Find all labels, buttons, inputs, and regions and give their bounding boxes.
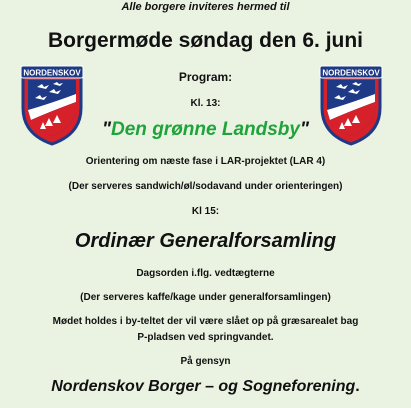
association-signature bbox=[0, 378, 411, 396]
crest-banner-text: NORDENSKOV bbox=[322, 68, 380, 78]
association-period: . bbox=[355, 378, 360, 395]
program-label: Program: bbox=[178, 70, 233, 84]
nordenskov-crest-left bbox=[19, 60, 85, 146]
first-time-label: Kl. 13: bbox=[190, 98, 221, 109]
open-quote: " bbox=[102, 119, 112, 140]
second-time-label: Kl 15: bbox=[191, 206, 220, 217]
agenda-text: Dagsorden i.flg. vedtægterne bbox=[136, 268, 275, 279]
goodbye-text: På gensyn bbox=[180, 356, 231, 367]
refreshment-note-2: (Der serveres kaffe/kage under generalforsamlingen) bbox=[80, 292, 331, 303]
venue-line-2: P-pladsen ved springvandet. bbox=[137, 332, 274, 343]
orientation-text: Orientering om næste fase i LAR-projektet (LAR 4) bbox=[85, 156, 326, 167]
close-quote: " bbox=[299, 119, 309, 140]
crest-banner-text: NORDENSKOV bbox=[23, 68, 81, 78]
invite-line: Alle borgere inviteres hermed til bbox=[121, 1, 290, 13]
project-name-text: Den grønne Landsby bbox=[111, 119, 300, 140]
refreshment-note-1: (Der serveres sandwich/øl/sodavand under orienteringen) bbox=[68, 181, 343, 192]
venue-line-1: Mødet holdes i by-teltet der vil være slået op på græsarealet bag bbox=[52, 316, 359, 327]
nordenskov-crest-right bbox=[318, 60, 384, 146]
page-title: Borgermøde søndag den 6. juni bbox=[47, 29, 364, 52]
general-assembly-heading: Ordinær Generalforsamling bbox=[74, 230, 337, 252]
association-name: Nordenskov Borger – og Sogneforening bbox=[51, 378, 356, 395]
